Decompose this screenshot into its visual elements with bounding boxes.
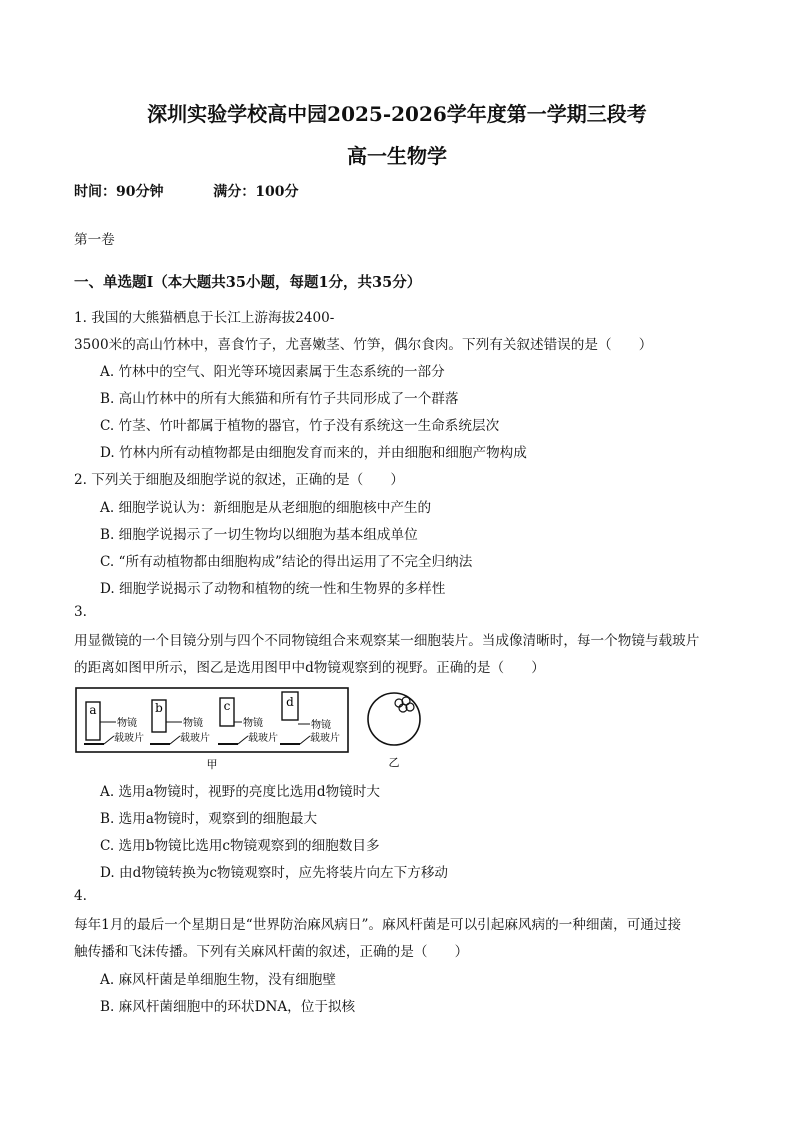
q2-stem: 2. 下列关于细胞及细胞学说的叙述，正确的是（ ）	[74, 472, 404, 488]
q2-option-b: B. 细胞学说揭示了一切生物均以细胞为基本组成单位	[100, 527, 418, 543]
q4-option-a: A. 麻风杆菌是单细胞生物，没有细胞壁	[100, 972, 336, 988]
q1-stem-line-1: 1. 我国的大熊猫栖息于长江上游海拔2400-	[74, 310, 335, 326]
lens-c-group	[218, 698, 278, 744]
q3-option-a: A. 选用a物镜时，视野的亮度比选用d物镜时大	[100, 784, 380, 800]
q4-number: 4.	[74, 888, 87, 904]
q3-stem-line-2: 的距离如图甲所示，图乙是选用图甲中d物镜观察到的视野。正确的是（ ）	[74, 660, 545, 676]
lens-b-group	[150, 700, 210, 744]
q1-stem-line-2: 3500米的高山竹林中，喜食竹子，尤喜嫩茎、竹笋，偶尔食肉。下列有关叙述错误的是（ ）	[74, 337, 653, 353]
q3-option-d: D. 由d物镜转换为c物镜观察时，应先将装片向左下方移动	[100, 865, 449, 881]
exam-time: 时间：90分钟	[74, 184, 164, 200]
lens-a-letter: a	[89, 703, 97, 717]
lens-a-group	[84, 702, 144, 744]
q1-option-c: C. 竹茎、竹叶都属于植物的器官，竹子没有系统这一生命系统层次	[100, 418, 500, 434]
slide-d-label: 载玻片	[310, 733, 340, 744]
part-label: 第一卷	[74, 232, 115, 248]
subject-title: 高一生物学	[347, 144, 447, 168]
lens-b-label: 物镜	[183, 718, 203, 729]
lens-c-letter: c	[223, 699, 231, 713]
figure-yi	[368, 693, 420, 769]
microscope-figure	[74, 686, 474, 772]
q2-option-a: A. 细胞学说认为：新细胞是从老细胞的细胞核中产生的	[100, 500, 432, 516]
q4-stem-line-2: 触传播和飞沫传播。下列有关麻风杆菌的叙述，正确的是（ ）	[74, 944, 469, 960]
q4-option-b: B. 麻风杆菌细胞中的环状DNA，位于拟核	[100, 999, 356, 1015]
exam-meta	[74, 181, 298, 201]
q3-number: 3.	[74, 604, 87, 620]
q1-option-d: D. 竹林内所有动植物都是由细胞发育而来的，并由细胞和细胞产物构成	[100, 445, 527, 461]
lens-b-letter: b	[155, 701, 163, 715]
q4-stem-line-1: 每年1月的最后一个星期日是“世界防治麻风病日”。麻风杆菌是可以引起麻风病的一种细菌，可通过接	[74, 917, 682, 933]
q2-option-d: D. 细胞学说揭示了动物和植物的统一性和生物界的多样性	[100, 581, 446, 597]
q3-option-b: B. 选用a物镜时，观察到的细胞最大	[100, 811, 318, 827]
lens-d-group	[280, 692, 340, 744]
lens-a-label: 物镜	[117, 718, 137, 729]
lens-d-letter: d	[286, 695, 294, 709]
lens-c-label: 物镜	[243, 718, 263, 729]
slide-a-label: 载玻片	[114, 733, 144, 744]
figure-jia-caption: 甲	[206, 758, 218, 771]
figure-yi-caption: 乙	[388, 756, 400, 769]
q3-stem-line-1: 用显微镜的一个目镜分别与四个不同物镜组合来观察某一细胞装片。当成像清晰时，每一个物镜与载玻片	[74, 633, 700, 649]
field-of-view-circle	[368, 693, 420, 745]
exam-score: 满分：100分	[213, 184, 299, 200]
lens-d-label: 物镜	[311, 720, 331, 731]
slide-b-label: 载玻片	[180, 733, 210, 744]
q2-option-c: C. “所有动植物都由细胞构成”结论的得出运用了不完全归纳法	[100, 554, 473, 570]
slide-c-label: 载玻片	[248, 733, 278, 744]
q3-option-c: C. 选用b物镜比选用c物镜观察到的细胞数目多	[100, 838, 380, 854]
page-title: 深圳实验学校高中园2025-2026学年度第一学期三段考	[147, 102, 647, 126]
q1-option-a: A. 竹林中的空气、阳光等环境因素属于生态系统的一部分	[100, 364, 445, 380]
section-heading: 一、单选题Ⅰ（本大题共35小题，每题1分，共35分）	[74, 274, 422, 291]
q1-option-b: B. 高山竹林中的所有大熊猫和所有竹子共同形成了一个群落	[100, 391, 459, 407]
